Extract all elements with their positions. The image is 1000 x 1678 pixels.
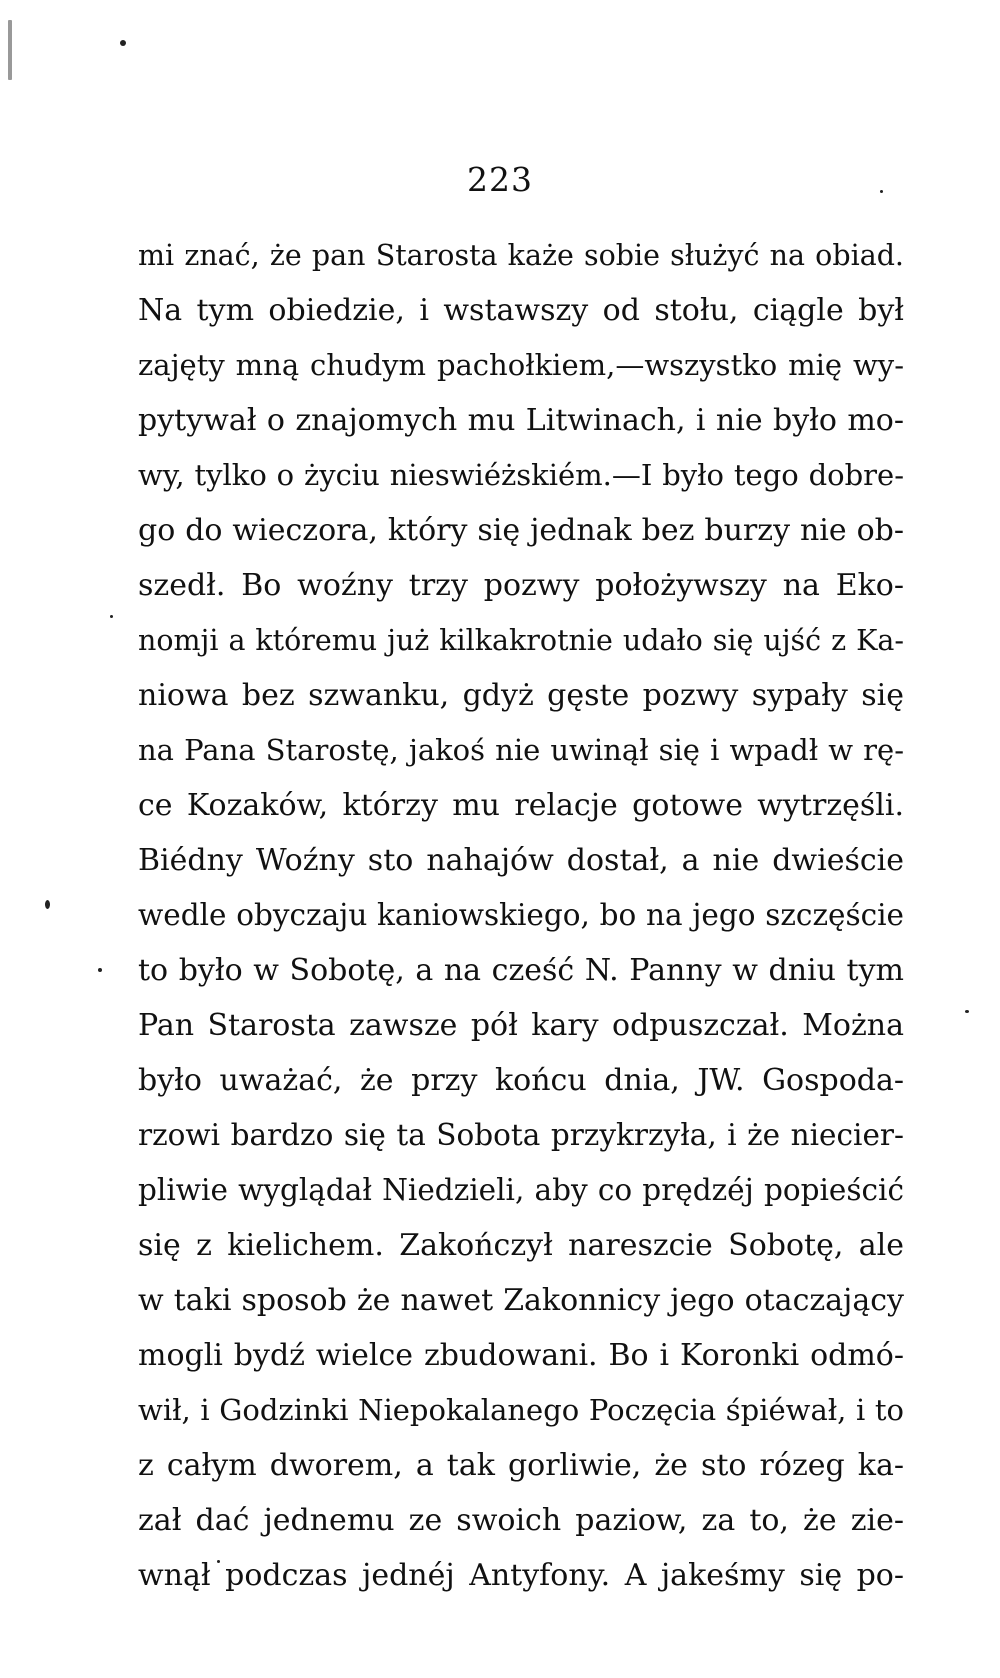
text-line: ce Kozaków, którzy mu relacje gotowe wytrzęśli. bbox=[138, 788, 904, 823]
text-line: Pan Starosta zawsze pół kary odpuszczał. Można bbox=[138, 1008, 904, 1043]
text-line: wił, i Godzinki Niepokalanego Poczęcia śpiéwał, i to bbox=[138, 1393, 904, 1427]
text-line: pliwie wyglądał Niedzieli, aby co prędzéj popieścić bbox=[138, 1173, 904, 1207]
text-line: to było w Sobotę, a na cześć N. Panny w dniu tym bbox=[138, 953, 904, 988]
text-line: z całym dworem, a tak gorliwie, że sto rózeg ka- bbox=[138, 1448, 904, 1483]
text-line: w taki sposob że nawet Zakonnicy jego otaczający bbox=[138, 1283, 904, 1318]
text-line: Na tym obiedzie, i wstawszy od stołu, ciągle był bbox=[138, 293, 904, 328]
ink-speck bbox=[8, 20, 12, 80]
ink-speck bbox=[98, 968, 102, 972]
text-line: Biédny Woźny sto nahajów dostał, a nie dwieście bbox=[138, 843, 904, 878]
page-number: 223 bbox=[467, 160, 533, 199]
body-text bbox=[138, 228, 904, 1603]
text-line: na Pana Starostę, jakoś nie uwinął się i wpadł w rę- bbox=[138, 733, 904, 767]
text-line: było uważać, że przy końcu dnia, JW. Gospoda- bbox=[138, 1063, 904, 1098]
text-line: mogli bydź wielce zbudowani. Bo i Koronki odmó- bbox=[138, 1338, 904, 1373]
text-line: się z kielichem. Zakończył nareszcie Sobotę, ale bbox=[138, 1228, 904, 1263]
text-line: szedł. Bo woźny trzy pozwy położywszy na Eko- bbox=[138, 568, 904, 603]
text-line: go do wieczora, który się jednak bez burzy nie ob- bbox=[138, 513, 904, 548]
text-line: wy, tylko o życiu nieswiéżskiém.—I było tego dobre- bbox=[138, 458, 904, 492]
ink-speck bbox=[965, 1010, 969, 1013]
ink-speck bbox=[120, 40, 126, 46]
text-line: mi znać, że pan Starosta każe sobie służyć na obiad. bbox=[138, 239, 904, 272]
ink-speck bbox=[110, 615, 113, 618]
ink-speck bbox=[45, 900, 50, 909]
text-line: rzowi bardzo się ta Sobota przykrzyła, i że niecier- bbox=[138, 1118, 904, 1152]
text-line: pytywał o znajomych mu Litwinach, i nie było mo- bbox=[138, 403, 904, 438]
text-line: zał dać jednemu ze swoich paziow, za to, że zie- bbox=[138, 1503, 904, 1538]
text-line: wnął podczas jednéj Antyfony. A jakeśmy się po- bbox=[138, 1558, 904, 1593]
text-line: zajęty mną chudym pachołkiem,—wszystko mię wy- bbox=[138, 348, 904, 382]
text-line: niowa bez szwanku, gdyż gęste pozwy sypały się bbox=[138, 678, 904, 713]
text-line: wedle obyczaju kaniowskiego, bo na jego szczęście bbox=[138, 898, 904, 932]
text-line: nomji a któremu już kilkakrotnie udało się ujść z Ka- bbox=[138, 624, 904, 657]
